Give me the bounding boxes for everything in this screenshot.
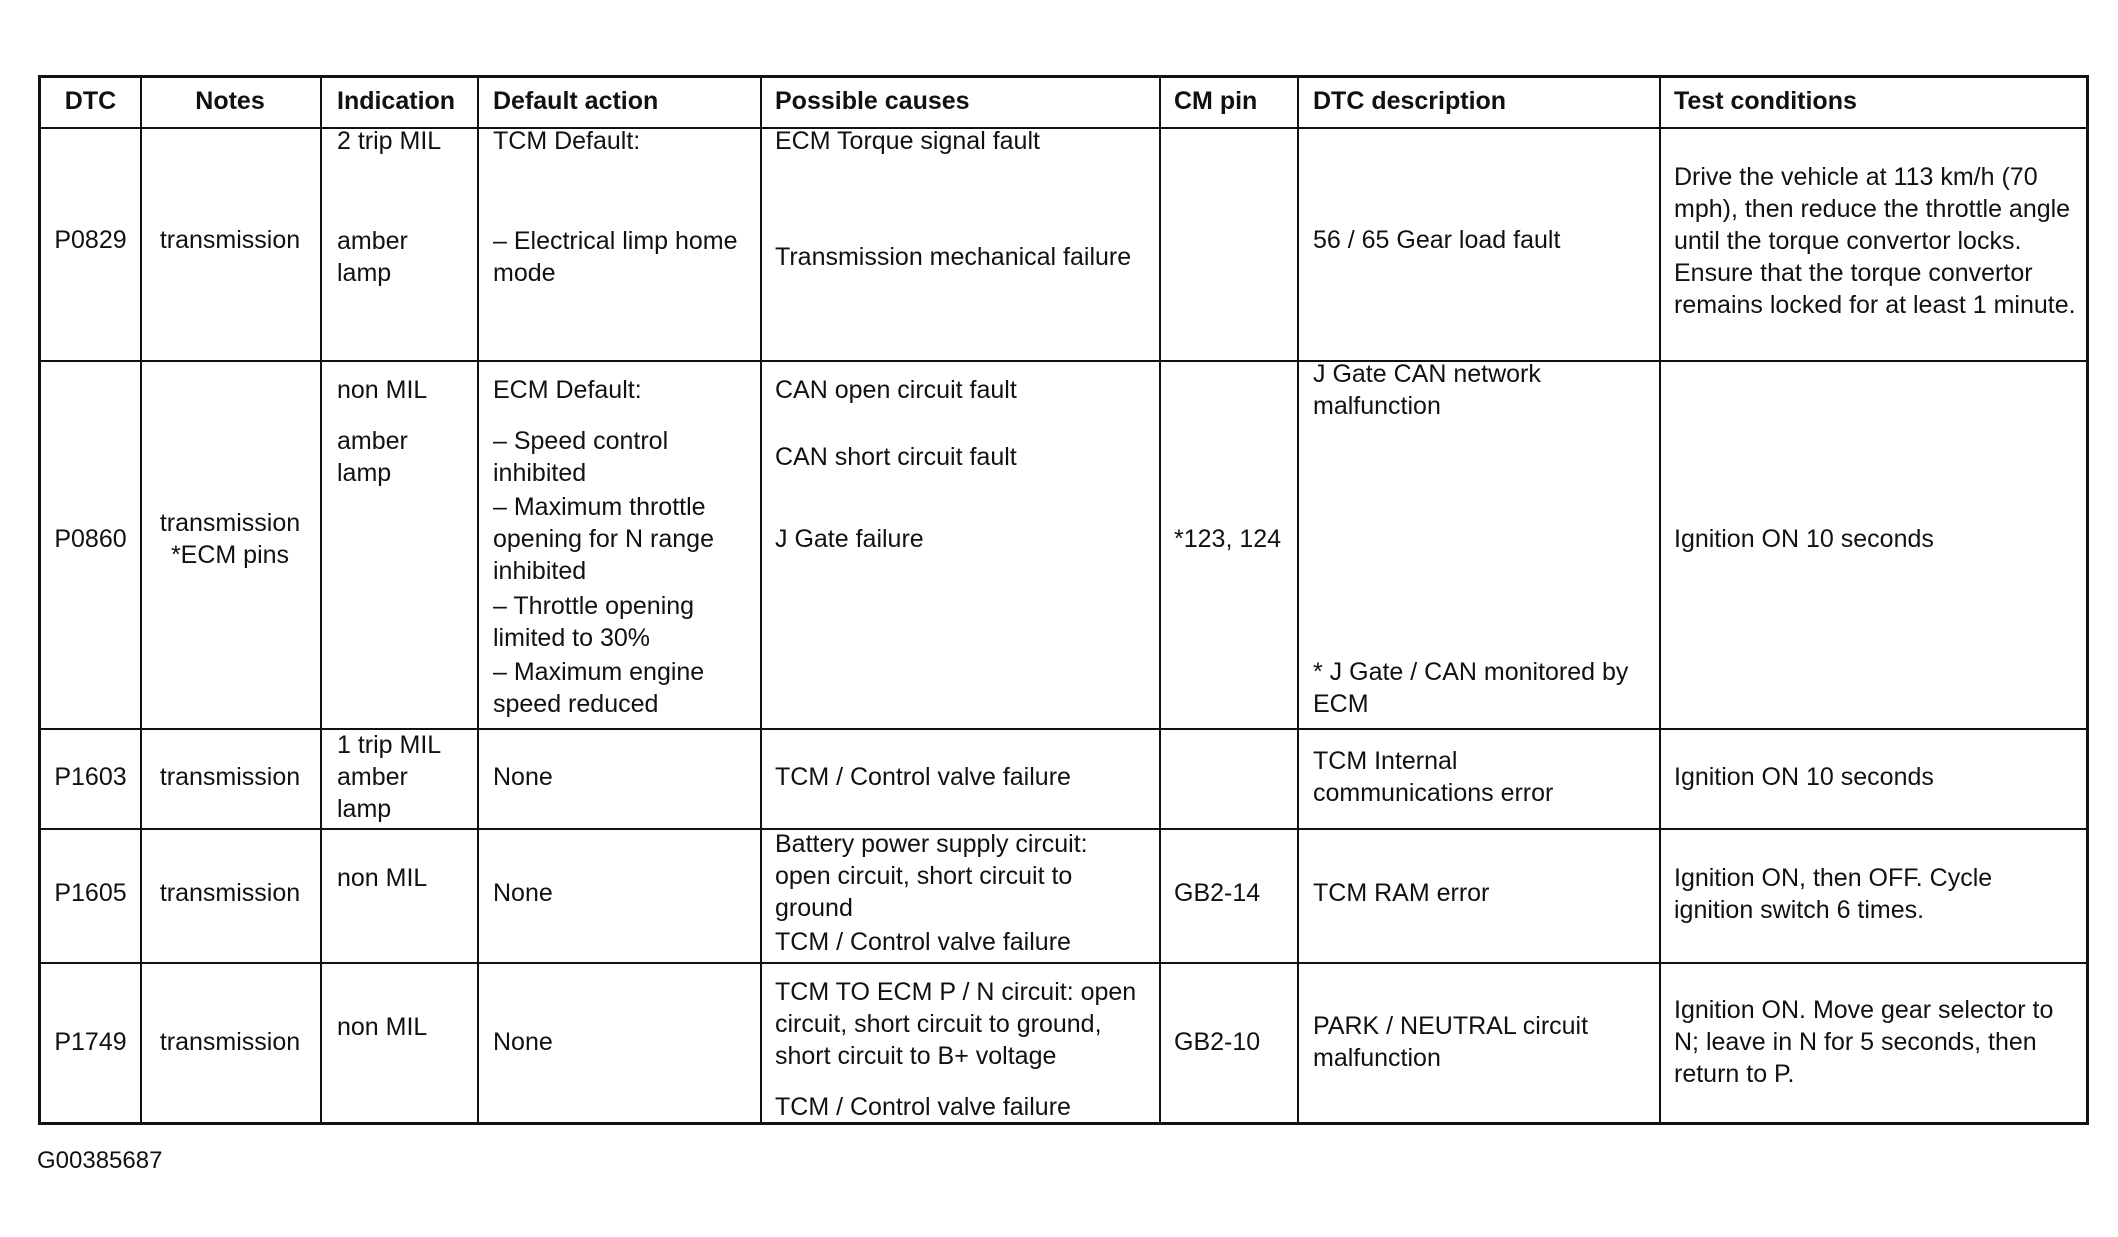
row-p1605-cause-line: Battery power supply circuit: — [775, 830, 1088, 858]
row-p0860-description-line: J Gate CAN network — [1313, 360, 1541, 388]
row-rule — [41, 962, 2086, 964]
row-p1749-cause-line: TCM / Control valve failure — [775, 1093, 1071, 1121]
row-p1605-notes: transmission — [159, 879, 301, 907]
header-cm-pin: CM pin — [1174, 87, 1258, 115]
header-dtc-description: DTC description — [1313, 87, 1507, 115]
row-p1603-indication-line: amber — [337, 763, 408, 791]
row-p0829-test-line: until the torque convertor locks. — [1674, 227, 2022, 255]
row-p1749-indication-line: non MIL — [337, 1013, 428, 1041]
row-p1603-test-line: Ignition ON 10 seconds — [1674, 763, 1934, 791]
row-p1603-indication-line: 1 trip MIL — [337, 731, 442, 759]
row-p0860-test-line: Ignition ON 10 seconds — [1674, 525, 1934, 553]
row-p0829-indication-line: lamp — [337, 259, 392, 287]
row-p1605-test-line: ignition switch 6 times. — [1674, 896, 1925, 924]
row-p1603-default-action-line: None — [493, 763, 553, 791]
row-p0860-default-action-line: – Throttle opening — [493, 592, 695, 620]
row-p0860-cm-pin: *123, 124 — [1174, 525, 1282, 553]
row-p1605-default-action-line: None — [493, 879, 553, 907]
row-p0829-description-line: 56 / 65 Gear load fault — [1313, 226, 1561, 254]
row-p0860-default-action-line: inhibited — [493, 459, 587, 487]
row-p0860-cause-line: CAN short circuit fault — [775, 443, 1017, 471]
column-rule — [1297, 78, 1299, 1122]
row-p1605-cm-pin: GB2-14 — [1174, 879, 1261, 907]
header-notes: Notes — [195, 87, 265, 115]
row-p1605-indication-line: non MIL — [337, 864, 428, 892]
row-p0860-cause-line: J Gate failure — [775, 525, 924, 553]
row-p1749-notes: transmission — [159, 1028, 301, 1056]
row-p1605-dtc: P1605 — [54, 879, 127, 907]
figure-id: G00385687 — [37, 1147, 163, 1174]
row-rule — [41, 360, 2086, 362]
row-p0860-description-line: ECM — [1313, 690, 1369, 718]
row-p0860-notes-line: transmission — [159, 509, 301, 537]
row-p1749-test-line: return to P. — [1674, 1060, 1795, 1088]
column-rule — [477, 78, 479, 1122]
header-dtc: DTC — [64, 87, 117, 115]
row-p1749-test-line: Ignition ON. Move gear selector to — [1674, 996, 2054, 1024]
row-p0860-default-action-line: limited to 30% — [493, 624, 651, 652]
row-p0829-cause-line: ECM Torque signal fault — [775, 127, 1040, 155]
row-p0829-default-action-line: mode — [493, 259, 556, 287]
row-p1603-cause-line: TCM / Control valve failure — [775, 763, 1071, 791]
row-p1605-cause-line: ground — [775, 894, 853, 922]
row-p1603-dtc: P1603 — [54, 763, 127, 791]
row-p1605-cause-line: TCM / Control valve failure — [775, 928, 1071, 956]
header-default-action: Default action — [493, 87, 659, 115]
row-p0860-default-action-line: inhibited — [493, 557, 587, 585]
header-test-conditions: Test conditions — [1674, 87, 1857, 115]
row-p0860-default-action-line: ECM Default: — [493, 376, 642, 404]
row-p0829-indication-line: 2 trip MIL — [337, 127, 442, 155]
row-p0829-test-line: mph), then reduce the throttle angle — [1674, 195, 2071, 223]
row-p1749-cm-pin: GB2-10 — [1174, 1028, 1261, 1056]
row-p0829-default-action-line: TCM Default: — [493, 127, 641, 155]
row-p0860-dtc: P0860 — [54, 525, 127, 553]
row-p0829-notes: transmission — [159, 226, 301, 254]
row-p0860-indication-line: non MIL — [337, 376, 428, 404]
header-indication: Indication — [337, 87, 456, 115]
row-p0829-dtc: P0829 — [54, 226, 127, 254]
row-p1605-cause-line: open circuit, short circuit to — [775, 862, 1073, 890]
row-p0829-test-line: Drive the vehicle at 113 km/h (70 — [1674, 163, 2038, 191]
row-p1603-indication-line: lamp — [337, 795, 392, 823]
row-p0829-cause-line: Transmission mechanical failure — [775, 243, 1132, 271]
row-p1749-test-line: N; leave in N for 5 seconds, then — [1674, 1028, 2037, 1056]
row-p0860-default-action-line: – Maximum engine — [493, 658, 705, 686]
row-p1605-test-line: Ignition ON, then OFF. Cycle — [1674, 864, 1993, 892]
row-p0829-indication-line: amber — [337, 227, 408, 255]
row-p0860-indication-line: lamp — [337, 459, 392, 487]
column-rule — [320, 78, 322, 1122]
row-p1605-description-line: TCM RAM error — [1313, 879, 1490, 907]
row-p1603-description-line: TCM Internal — [1313, 747, 1458, 775]
header-possible-causes: Possible causes — [775, 87, 970, 115]
row-p0860-default-action-line: opening for N range — [493, 525, 714, 553]
row-p0860-cause-line: CAN open circuit fault — [775, 376, 1017, 404]
row-p1603-notes: transmission — [159, 763, 301, 791]
row-p0860-default-action-line: speed reduced — [493, 690, 659, 718]
dtc-table — [38, 75, 2089, 1125]
row-p1749-dtc: P1749 — [54, 1028, 127, 1056]
row-p0829-default-action-line: – Electrical limp home — [493, 227, 738, 255]
row-p0860-indication-line: amber — [337, 427, 408, 455]
row-p1749-cause-line: TCM TO ECM P / N circuit: open — [775, 978, 1137, 1006]
column-rule — [760, 78, 762, 1122]
row-p0829-test-line: remains locked for at least 1 minute. — [1674, 291, 2076, 319]
row-p1749-cause-line: short circuit to B+ voltage — [775, 1042, 1057, 1070]
row-p0860-default-action-line: – Speed control — [493, 427, 669, 455]
row-p1749-description-line: malfunction — [1313, 1044, 1441, 1072]
row-p0829-test-line: Ensure that the torque convertor — [1674, 259, 2033, 287]
row-p0860-notes-line: *ECM pins — [170, 541, 290, 569]
row-p1749-default-action-line: None — [493, 1028, 553, 1056]
row-p0860-description-line: * J Gate / CAN monitored by — [1313, 658, 1629, 686]
row-p1749-description-line: PARK / NEUTRAL circuit — [1313, 1012, 1589, 1040]
row-p0860-description-line: malfunction — [1313, 392, 1441, 420]
row-p0860-default-action-line: – Maximum throttle — [493, 493, 706, 521]
column-rule — [1659, 78, 1661, 1122]
row-p1603-description-line: communications error — [1313, 779, 1554, 807]
column-rule — [1159, 78, 1161, 1122]
row-p1749-cause-line: circuit, short circuit to ground, — [775, 1010, 1102, 1038]
